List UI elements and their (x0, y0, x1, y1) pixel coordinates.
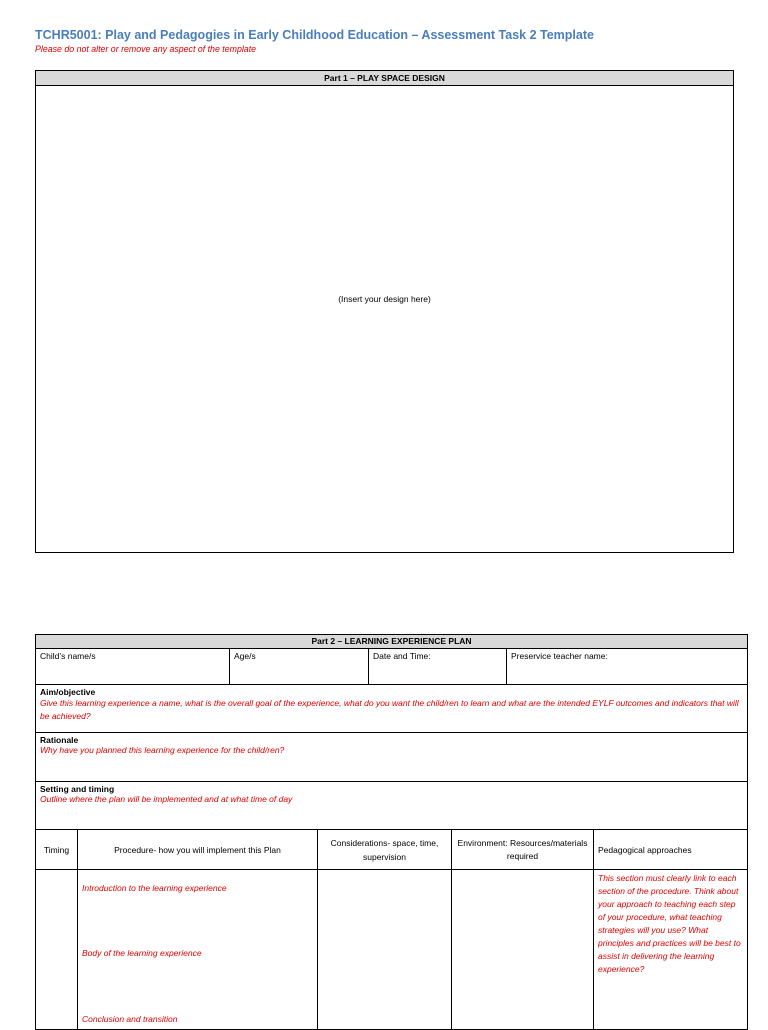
play-space-design-section (35, 70, 734, 553)
procedure-body: Body of the learning experience (82, 948, 202, 958)
procedure-conclusion: Conclusion and transition (82, 1014, 178, 1024)
procedure-intro: Introduction to the learning experience (82, 883, 227, 893)
procedure-cell[interactable] (78, 870, 318, 1030)
ages-label: Age/s (234, 651, 256, 661)
pedagogical-hint[interactable]: This section must clearly link to each section of the procedure. Think about your approach to teaching each step of your procedure, what teaching strategies will you use? What principles and practices will be best to assist in delivering the learning experience? (594, 870, 748, 1030)
document-title: TCHR5001: Play and Pedagogies in Early Childhood Education – Assessment Task 2 Template (35, 28, 594, 42)
date-time-label: Date and Time: (373, 651, 431, 661)
child-names-field[interactable] (36, 649, 230, 685)
aim-objective-field[interactable] (36, 685, 748, 733)
setting-timing-field[interactable] (36, 782, 748, 830)
learning-experience-plan-table (35, 634, 748, 1030)
timing-column-header: Timing (36, 830, 78, 870)
part1-heading: Part 1 – PLAY SPACE DESIGN (36, 71, 733, 86)
timing-cell[interactable] (36, 870, 78, 1030)
design-placeholder[interactable]: (Insert your design here) (338, 294, 431, 304)
teacher-name-field[interactable] (507, 649, 748, 685)
rationale-hint: Why have you planned this learning experience for the child/ren? (40, 745, 285, 755)
considerations-cell[interactable] (318, 870, 452, 1030)
teacher-name-label: Preservice teacher name: (511, 651, 608, 661)
setting-hint: Outline where the plan will be implemented and at what time of day (40, 794, 293, 804)
setting-label: Setting and timing (40, 784, 115, 794)
rationale-label: Rationale (40, 735, 79, 745)
pedagogical-column-header: Pedagogical approaches (594, 830, 748, 870)
date-time-field[interactable] (369, 649, 507, 685)
considerations-column-header: Considerations- space, time, supervision (318, 830, 452, 870)
procedure-column-header: Procedure- how you will implement this Plan (78, 830, 318, 870)
environment-column-header: Environment: Resources/materials required (452, 830, 594, 870)
ages-field[interactable] (230, 649, 369, 685)
rationale-field[interactable] (36, 733, 748, 782)
aim-label: Aim/objective (40, 687, 96, 697)
part2-heading: Part 2 – LEARNING EXPERIENCE PLAN (36, 635, 748, 649)
child-names-label: Child’s name/s (40, 651, 96, 661)
aim-hint: Give this learning experience a name, what is the overall goal of the experience, what do you want the child/ren to learn and what are the intended EYLF outcomes and indicators that will be achieved? (40, 698, 739, 721)
template-instruction: Please do not alter or remove any aspect of the template (35, 44, 257, 54)
environment-cell[interactable] (452, 870, 594, 1030)
